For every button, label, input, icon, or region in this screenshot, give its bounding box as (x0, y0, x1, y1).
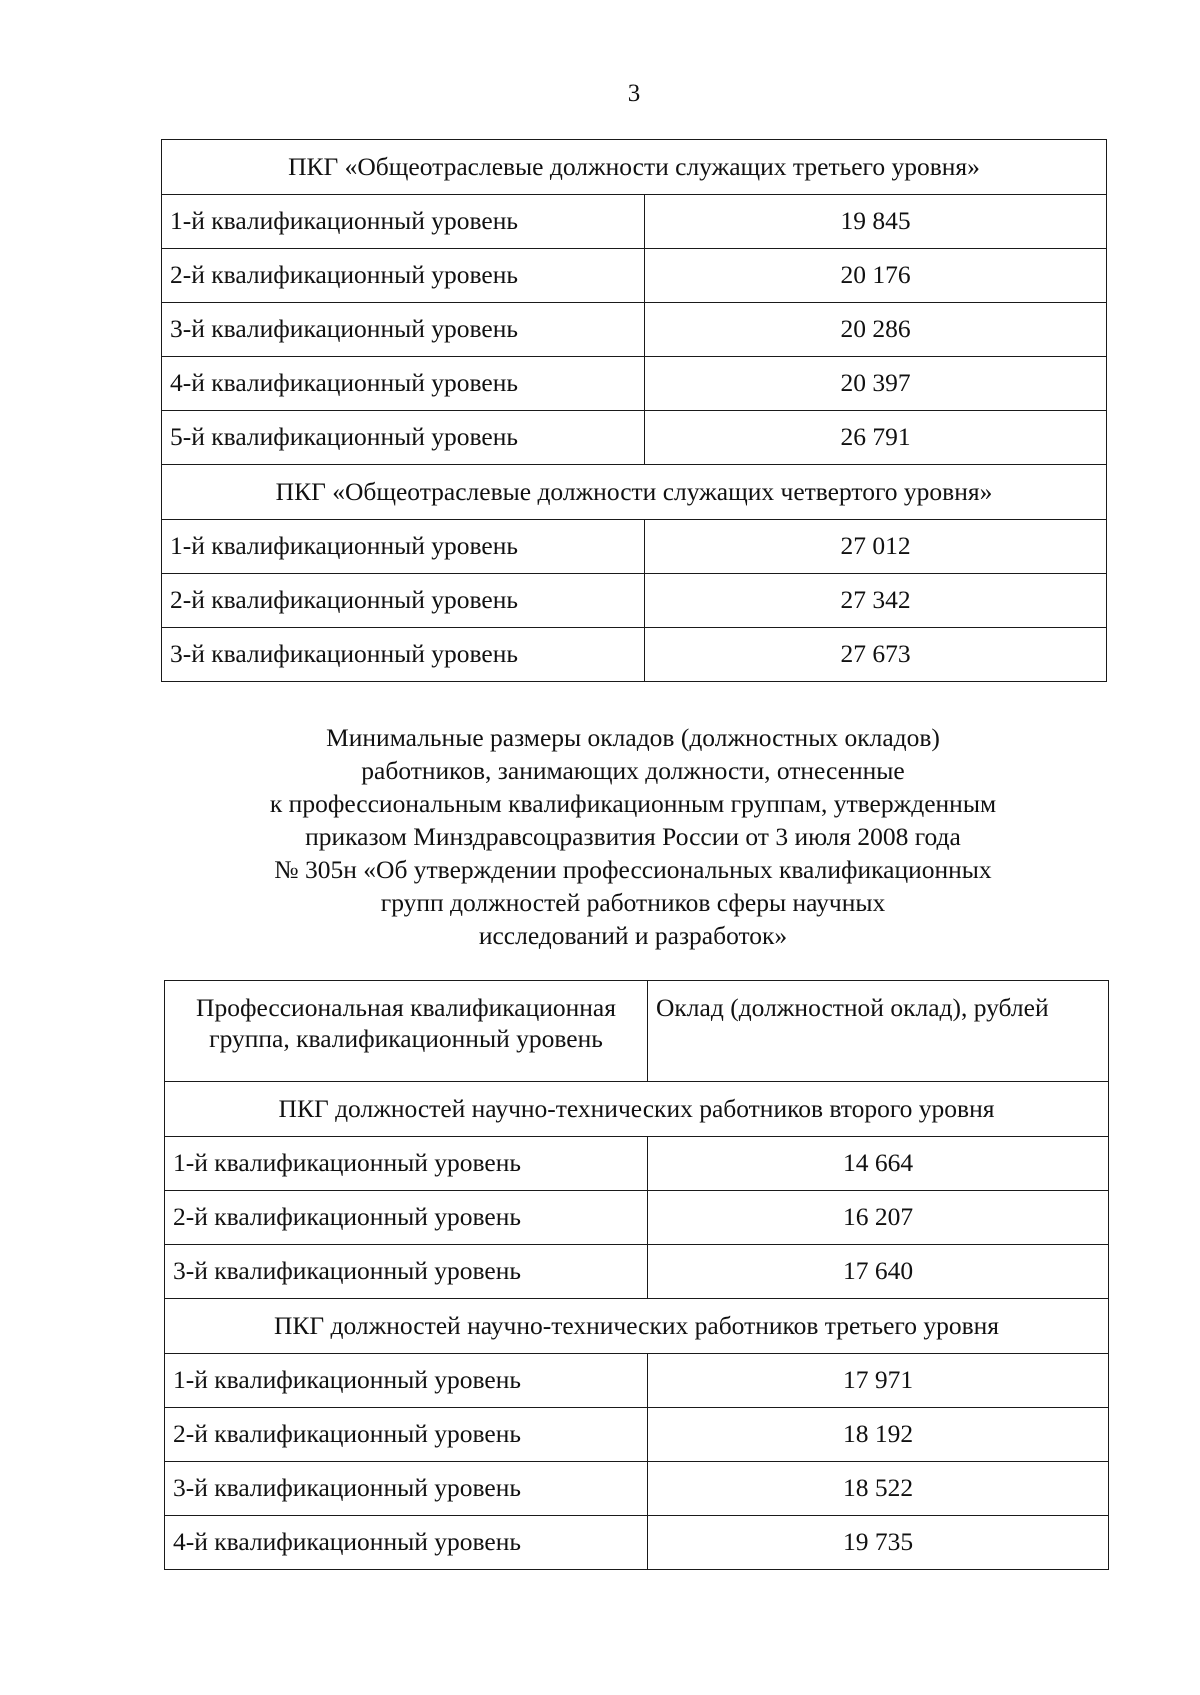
table-row (165, 1408, 1109, 1462)
header-line: группа, квалификационный уровень (209, 1023, 603, 1053)
table-row (162, 357, 1107, 411)
table-row (162, 249, 1107, 303)
qualification-level: 4-й квалификационный уровень (162, 357, 645, 411)
qualification-level: 3-й квалификационный уровень (165, 1245, 648, 1299)
heading-line: к профессиональным квалификационным группам, утвержденным (269, 789, 997, 818)
salary-table-general-staff (161, 139, 1107, 682)
salary-value: 18 522 (648, 1462, 1109, 1516)
qualification-level: 4-й квалификационный уровень (165, 1516, 648, 1570)
column-header-salary: Оклад (должностной оклад), рублей (648, 981, 1109, 1082)
group-header-row (165, 1082, 1109, 1137)
qualification-level: 1-й квалификационный уровень (165, 1137, 648, 1191)
heading-line: исследований и разработок» (478, 921, 788, 950)
qualification-level: 1-й квалификационный уровень (165, 1354, 648, 1408)
qualification-level: 3-й квалификационный уровень (162, 628, 645, 682)
group-title: ПКГ «Общеотраслевые должности служащих четвертого уровня» (162, 465, 1107, 520)
qualification-level: 3-й квалификационный уровень (162, 303, 645, 357)
heading-line: групп должностей работников сферы научных (380, 888, 886, 917)
qualification-level: 2-й квалификационный уровень (162, 574, 645, 628)
qualification-level: 1-й квалификационный уровень (162, 195, 645, 249)
salary-value: 17 971 (648, 1354, 1109, 1408)
salary-value: 20 176 (645, 249, 1107, 303)
salary-value: 26 791 (645, 411, 1107, 465)
table-header-row (165, 981, 1109, 1082)
table-row (162, 628, 1107, 682)
salary-value: 14 664 (648, 1137, 1109, 1191)
salary-value: 17 640 (648, 1245, 1109, 1299)
header-line: Профессиональная квалификационная (196, 993, 616, 1022)
table-row (165, 1354, 1109, 1408)
salary-value: 16 207 (648, 1191, 1109, 1245)
group-header-row (162, 140, 1107, 195)
group-title: ПКГ должностей научно-технических работников третьего уровня (165, 1299, 1109, 1354)
group-header-row (165, 1299, 1109, 1354)
qualification-level: 2-й квалификационный уровень (165, 1191, 648, 1245)
group-title: ПКГ должностей научно-технических работников второго уровня (165, 1082, 1109, 1137)
heading-line: Минимальные размеры окладов (должностных окладов) (326, 723, 940, 752)
table-row (165, 1191, 1109, 1245)
salary-value: 18 192 (648, 1408, 1109, 1462)
salary-value: 20 397 (645, 357, 1107, 411)
table-row (165, 1137, 1109, 1191)
heading-line: № 305н «Об утверждении профессиональных квалификационных (274, 855, 992, 884)
table-row (162, 303, 1107, 357)
salary-value: 27 012 (645, 520, 1107, 574)
qualification-level: 1-й квалификационный уровень (162, 520, 645, 574)
salary-value: 27 673 (645, 628, 1107, 682)
table-row (162, 520, 1107, 574)
heading-line: приказом Минздравсоцразвития России от 3 июля 2008 года (305, 822, 961, 851)
salary-value: 20 286 (645, 303, 1107, 357)
qualification-level: 2-й квалификационный уровень (162, 249, 645, 303)
page-number: 3 (627, 80, 641, 107)
group-header-row (162, 465, 1107, 520)
salary-table-research-staff (164, 980, 1109, 1570)
qualification-level: 2-й квалификационный уровень (165, 1408, 648, 1462)
heading-line: работников, занимающих должности, отнесенные (361, 756, 905, 785)
table-row (162, 411, 1107, 465)
qualification-level: 5-й квалификационный уровень (162, 411, 645, 465)
section-heading (200, 721, 1066, 952)
table-row (162, 195, 1107, 249)
qualification-level: 3-й квалификационный уровень (165, 1462, 648, 1516)
table-row (162, 574, 1107, 628)
salary-value: 19 845 (645, 195, 1107, 249)
table-row (165, 1462, 1109, 1516)
column-header-group (165, 981, 648, 1082)
salary-value: 19 735 (648, 1516, 1109, 1570)
table-row (165, 1245, 1109, 1299)
salary-value: 27 342 (645, 574, 1107, 628)
group-title: ПКГ «Общеотраслевые должности служащих третьего уровня» (162, 140, 1107, 195)
table-row (165, 1516, 1109, 1570)
